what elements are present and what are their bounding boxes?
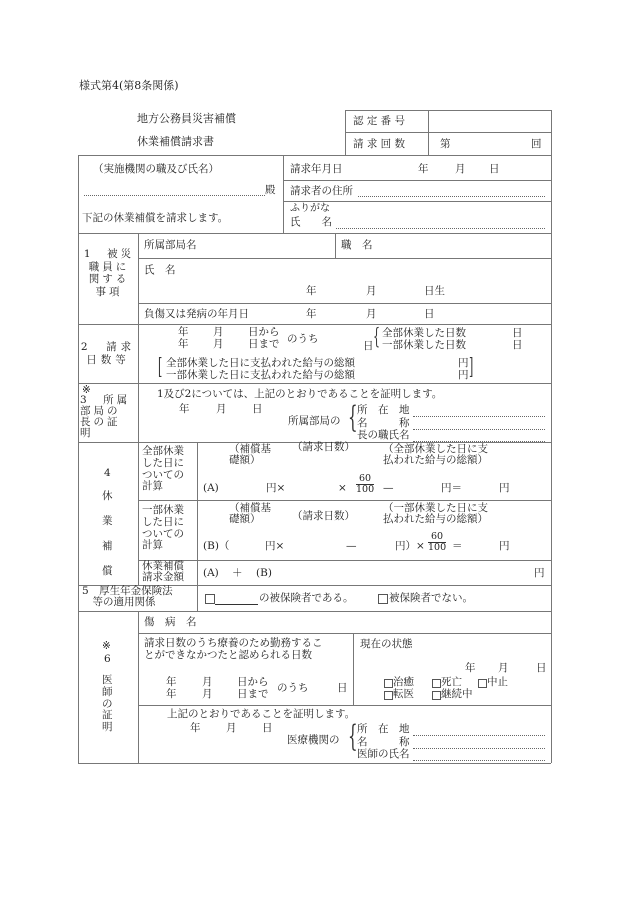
divider [78, 611, 551, 612]
med-from-year: 年 [166, 676, 177, 688]
position-label: 職 名 [341, 239, 373, 251]
claim-count-suffix: 回 [531, 138, 542, 150]
med-to-month: 月 [202, 688, 213, 700]
honorific: 殿 [265, 184, 276, 196]
full-pay-label: （全部休業した日に支 払われた給与の総額） [383, 443, 488, 467]
partial-pay-label: 一部休業した日に支払われた給与の総額 [166, 369, 355, 381]
med-to-year: 年 [166, 688, 177, 700]
divider [353, 633, 354, 705]
address-field[interactable] [358, 196, 545, 197]
full-yen-times: 円× [266, 482, 286, 494]
status-checkbox-cured[interactable] [384, 679, 393, 688]
injury-day: 日 [424, 308, 435, 320]
address-label: 請求者の住所 [290, 185, 353, 197]
total-plus: ＋ [232, 567, 243, 579]
form-title-line1: 地方公務員災害補償 [137, 112, 236, 125]
claim-count-field[interactable] [455, 136, 525, 152]
form-number: 様式第4(第8条関係) [79, 79, 179, 92]
name-field[interactable] [336, 228, 545, 229]
section4-char: 償 [102, 565, 113, 577]
claim-count-label: 請 求 回 数 [353, 138, 406, 150]
section3-mark: ※ [82, 384, 91, 396]
med-from-month: 月 [202, 676, 213, 688]
left-brace-icon: { [373, 325, 380, 350]
doctor-name-field[interactable] [413, 760, 545, 761]
table-top-border [78, 155, 551, 156]
section6-num: 6 [104, 653, 111, 665]
status-checkbox-transferred[interactable] [384, 691, 393, 700]
divider [345, 110, 551, 111]
disease-label: 傷 病 名 [144, 616, 197, 628]
section3-day: 日 [252, 403, 263, 415]
dept-head-field[interactable] [413, 441, 545, 442]
section3-statement: 1及び2については、上記のとおりであることを証明します。 [157, 388, 443, 400]
furigana-label: ふりがな [290, 203, 330, 214]
divider [138, 500, 551, 501]
divider [283, 201, 551, 202]
from-year: 年 [178, 326, 189, 338]
cert-number-label: 認 定 番 号 [353, 115, 406, 127]
divider [335, 233, 336, 258]
divider [283, 155, 284, 233]
status-day: 日 [536, 662, 547, 674]
partial-days-label: 一部休業した日数 [382, 339, 466, 351]
divider [138, 560, 551, 561]
status-option-transferred: 転医 [393, 688, 414, 700]
status-year: 年 [465, 662, 476, 674]
total-formula-b: (B) [256, 567, 272, 579]
inst-prefix: 医療機関の [287, 734, 340, 746]
divider [345, 132, 551, 133]
to-year: 年 [178, 338, 189, 350]
total-yen: 円 [534, 567, 545, 579]
section6-mark: ※ [102, 640, 111, 652]
full-calc-label: 全部休業 した日に ついての 計算 [142, 445, 184, 493]
full-prefix: (A) [203, 482, 219, 494]
divider [78, 324, 551, 325]
partial-days-unit: 日 [512, 339, 523, 351]
partial-minus: — [346, 540, 357, 552]
insured-text: の被保険者である。 [259, 592, 354, 604]
table-bottom-border [78, 763, 551, 764]
divider [551, 110, 552, 155]
birth-year: 年 [306, 285, 317, 297]
partial-calc-label: 一部休業 した日に ついての 計算 [142, 504, 184, 552]
days-question: 請求日数のうち療養のため勤務するこ とができなかつたと認められる日数 [144, 637, 323, 661]
partial-base-label: （補償基 礎額） [229, 502, 271, 526]
inst-location-field[interactable] [413, 735, 545, 736]
divider [428, 110, 429, 155]
med-of-which: のうち [277, 682, 309, 694]
left-brace-icon: { [348, 719, 358, 754]
total-label: 休業補償 請求金額 [142, 560, 184, 584]
med-to-suffix: 日まで [237, 688, 269, 700]
status-month: 月 [498, 662, 509, 674]
not-insured-checkbox[interactable] [378, 594, 388, 604]
claim-day: 日 [489, 163, 500, 175]
partial-pay-unit: 円 [458, 369, 469, 381]
total-formula-a: (A) [203, 567, 219, 579]
section4-char: 業 [102, 515, 113, 527]
divider [138, 442, 139, 585]
section4-num: 4 [104, 467, 111, 479]
inst-location-label: 所 在 地 [357, 723, 410, 735]
status-option-stopped: 中止 [487, 676, 508, 688]
full-fraction [356, 474, 374, 496]
section4-char: 補 [102, 540, 113, 552]
divider [138, 258, 551, 259]
name-label: 氏 名 [290, 216, 332, 228]
to-suffix: 日まで [248, 338, 280, 350]
section3-month: 月 [216, 403, 227, 415]
section2-heading: 2 請求 日数等 [80, 341, 136, 366]
divider [283, 180, 551, 181]
status-checkbox-continuing[interactable] [432, 691, 441, 700]
left-bracket-icon: [ [158, 355, 163, 380]
dept-location-label: 所 在 地 [357, 404, 410, 416]
section6-year: 年 [190, 722, 201, 734]
injury-month: 月 [366, 308, 377, 320]
table-left-border [78, 155, 79, 763]
full-yen: 円 [499, 482, 510, 494]
section3-heading: 3 所属 部局の 長の証 明 [80, 394, 131, 440]
inst-name-label: 名 称 [357, 736, 410, 748]
med-from-suffix: 日から [237, 676, 269, 688]
table-right-border [551, 155, 552, 763]
form-title-line2: 休業補償請求書 [137, 135, 214, 148]
full-yen-eq: 円＝ [441, 482, 462, 494]
org-label: （実施機関の職及び氏名） [93, 163, 219, 175]
partial-yen-close-times: 円）× [395, 540, 425, 552]
partial-yen-times: 円× [265, 540, 285, 552]
status-option-continuing: 継続中 [441, 688, 473, 700]
status-checkbox-stopped[interactable] [478, 679, 487, 688]
full-pay-unit: 円 [458, 357, 469, 369]
divider [78, 383, 551, 384]
status-label: 現在の状態 [360, 638, 413, 650]
partial-fraction [428, 532, 446, 554]
right-bracket-icon: ] [469, 355, 474, 380]
to-month: 月 [213, 338, 224, 350]
full-days-label: （請求日数） [292, 441, 355, 453]
dept-prefix: 所属部局の [288, 415, 341, 427]
org-name-line[interactable] [84, 195, 265, 196]
insured-checkbox[interactable] [205, 594, 215, 604]
divider [78, 233, 551, 234]
left-brace-icon: { [348, 400, 358, 435]
claim-count-prefix: 第 [440, 138, 451, 150]
divider [345, 110, 346, 155]
cert-number-field[interactable] [434, 114, 546, 130]
full-times: × [338, 482, 347, 494]
dept-location-field[interactable] [413, 416, 545, 417]
birth-day: 日生 [424, 285, 445, 297]
section3-year: 年 [179, 403, 190, 415]
from-suffix: 日から [248, 326, 280, 338]
divider [138, 705, 551, 706]
med-day-unit: 日 [337, 682, 348, 694]
days-total-unit: 日 [363, 340, 374, 352]
section6-statement: 上記のとおりであることを証明します。 [167, 708, 356, 720]
section6-heading: 医 師 の 証 明 [102, 674, 113, 733]
injury-year: 年 [306, 308, 317, 320]
request-text: 下記の休業補償を請求します。 [82, 212, 229, 224]
section1-heading: 1 被災 職員に 関する 事項 [83, 248, 135, 298]
birth-month: 月 [366, 285, 377, 297]
dept-head-label: 長の職氏名 [357, 429, 410, 441]
injury-date-label: 負傷又は発病の年月日 [144, 308, 249, 320]
section6-day: 日 [262, 722, 273, 734]
fraction-numerator: 60 [428, 532, 446, 543]
full-minus: — [383, 482, 394, 494]
insurance-type-field[interactable] [215, 604, 258, 605]
from-month: 月 [213, 326, 224, 338]
victim-name-label: 氏 名 [144, 264, 176, 276]
divider [138, 383, 139, 443]
section6-month: 月 [226, 722, 237, 734]
full-pay-label: 全部休業した日に支払われた給与の総額 [166, 357, 355, 369]
divider [138, 633, 551, 634]
status-option-cured: 治癒 [393, 676, 414, 688]
partial-pay-label: （一部休業した日に支 払われた給与の総額） [383, 502, 488, 526]
inst-name-field[interactable] [413, 748, 545, 749]
claim-year: 年 [418, 163, 429, 175]
full-base-label: （補償基 礎額） [229, 443, 271, 467]
fraction-denominator: 100 [428, 542, 447, 554]
dept-name-field[interactable] [413, 429, 545, 430]
department-label: 所属部局名 [144, 239, 197, 251]
status-option-died: 死亡 [441, 676, 462, 688]
fraction-denominator: 100 [356, 484, 375, 496]
full-days-unit: 日 [512, 327, 523, 339]
section4-char: 休 [102, 490, 113, 502]
claim-month: 月 [455, 163, 466, 175]
partial-prefix: (B)（ [203, 540, 230, 552]
claim-date-label: 請求年月日 [290, 163, 343, 175]
section5-heading: 5 厚生年金保険法 等の適用関係 [82, 585, 173, 609]
dept-name-label: 名 称 [357, 417, 410, 429]
divider [138, 303, 551, 304]
not-insured-text: 被保険者でない。 [389, 592, 473, 604]
status-checkbox-died[interactable] [432, 679, 441, 688]
fraction-numerator: 60 [356, 474, 374, 485]
partial-days-label: （請求日数） [292, 510, 355, 522]
partial-eq: ＝ [452, 540, 463, 552]
doctor-label: 医師の氏名 [357, 748, 410, 760]
of-which: のうち [287, 333, 319, 345]
partial-yen: 円 [499, 540, 510, 552]
full-days-label: 全部休業した日数 [382, 327, 466, 339]
